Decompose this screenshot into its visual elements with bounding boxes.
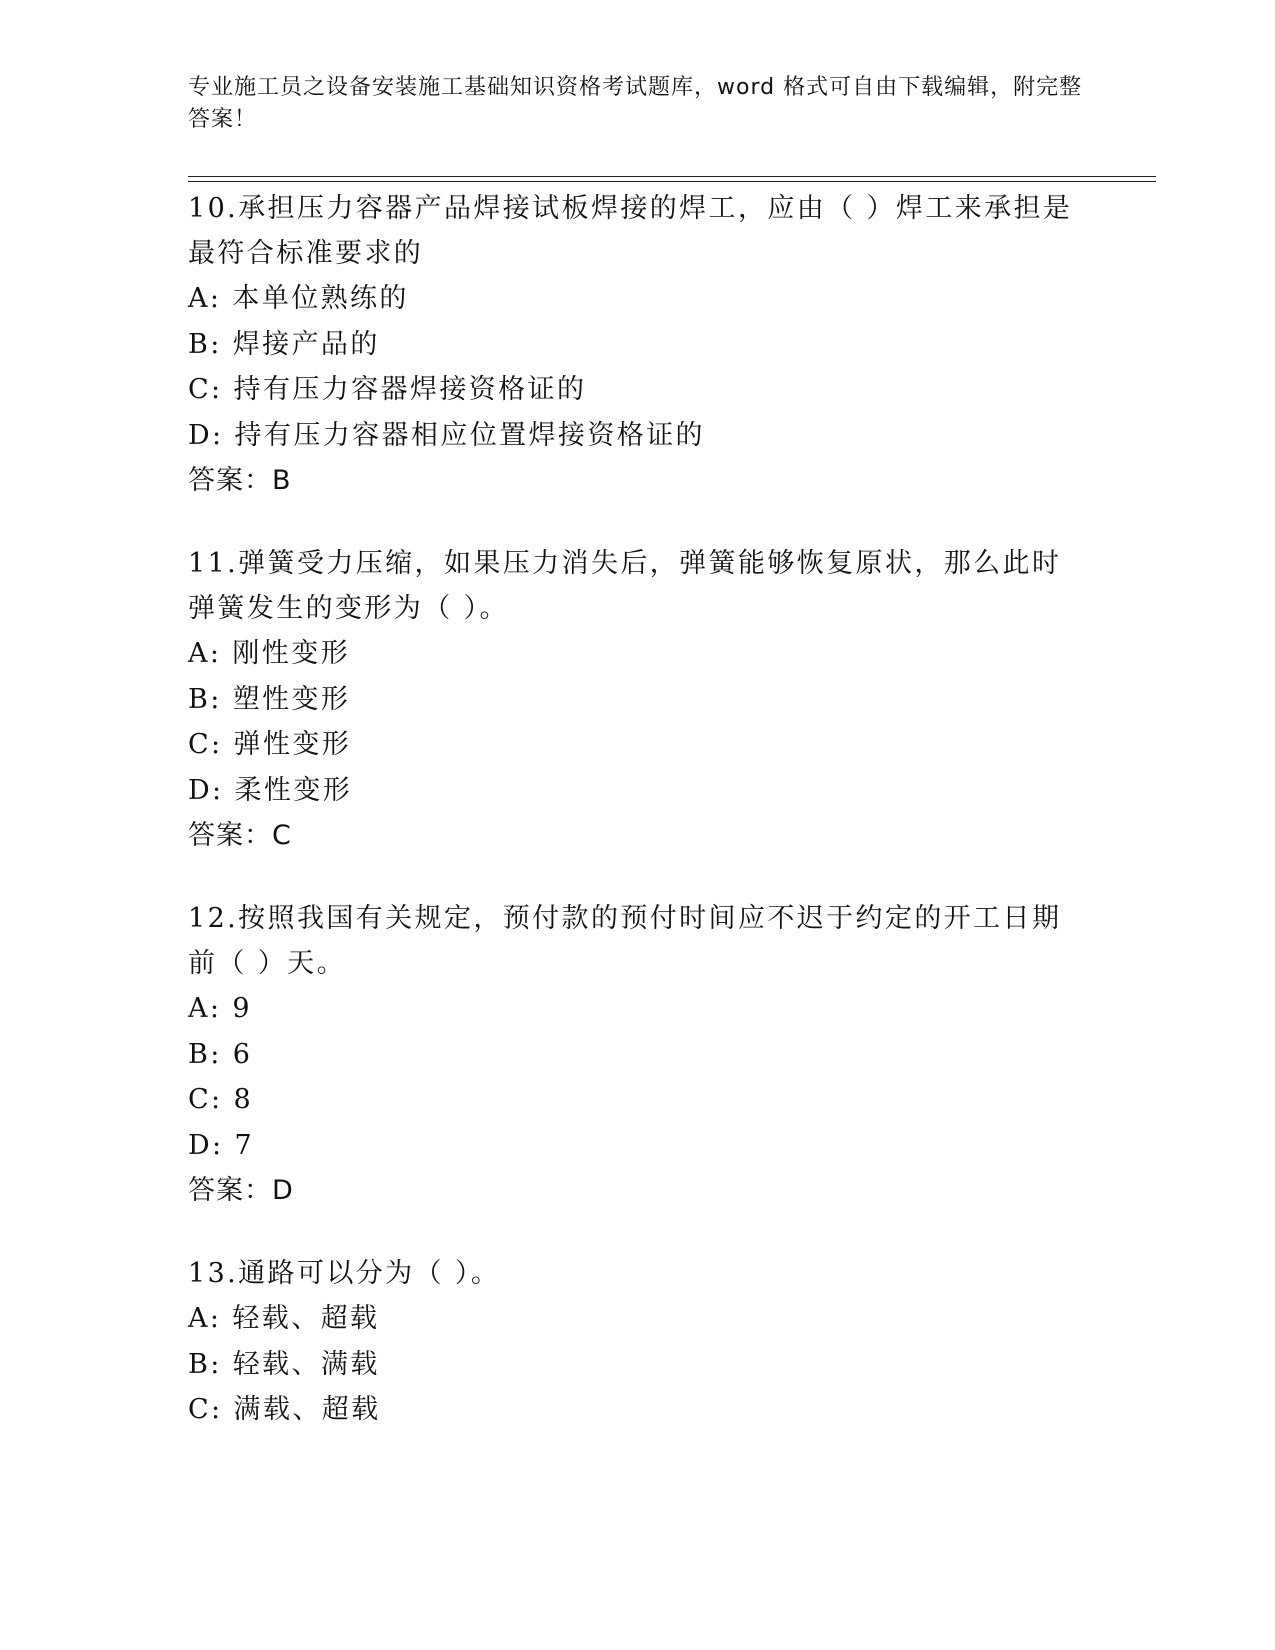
question-list [188, 186, 1088, 1471]
option-letter: C: [188, 374, 223, 405]
option-text: 刚性变形 [232, 638, 350, 669]
option-c [188, 1077, 1088, 1123]
option-letter: B: [188, 1348, 222, 1380]
option-a [188, 631, 1088, 677]
option-b [188, 1342, 1088, 1388]
option-text: 6 [232, 1038, 253, 1070]
option-b [188, 677, 1088, 723]
option-letter: C: [188, 729, 223, 760]
question-text: 弹簧受力压缩，如果压力消失后，弹簧能够恢复原状，那么此时弹簧发生的变形为（ ）。 [188, 548, 1062, 624]
question-number: 13. [188, 1258, 239, 1289]
answer-line: 答案：D [188, 1175, 294, 1206]
question-stem [188, 541, 1088, 631]
option-d [188, 413, 1088, 459]
option-c [188, 722, 1088, 768]
option-c [188, 1387, 1088, 1433]
question-stem [188, 1251, 1088, 1296]
option-text: 柔性变形 [234, 774, 353, 806]
option-letter: D: [188, 774, 224, 806]
header-divider-bottom [188, 181, 1156, 182]
option-letter: A: [188, 638, 222, 669]
header-divider-top [188, 176, 1156, 177]
question-text: 通路可以分为（ ）。 [238, 1258, 501, 1289]
question-stem [188, 896, 1088, 986]
question-11 [188, 541, 1088, 858]
option-text: 持有压力容器焊接资格证的 [233, 374, 587, 405]
option-d [188, 768, 1088, 814]
document-header: 专业施工员之设备安装施工基础知识资格考试题库，word 格式可自由下载编辑，附完整答案！ [188, 75, 1083, 132]
option-text: 塑性变形 [232, 683, 351, 715]
option-text: 持有压力容器相应位置焊接资格证的 [234, 419, 705, 451]
question-text: 承担压力容器产品焊接试板焊接的焊工，应由（ ）焊工来承担是最符合标准要求的 [188, 193, 1073, 269]
option-text: 轻载、满载 [232, 1348, 380, 1380]
option-text: 本单位熟练的 [232, 283, 409, 314]
option-letter: C: [188, 1084, 223, 1115]
option-letter: C: [188, 1394, 223, 1425]
option-text: 轻载、超载 [232, 1303, 380, 1334]
option-letter: B: [188, 328, 222, 360]
option-d [188, 1123, 1088, 1169]
question-stem [188, 186, 1088, 276]
question-number: 11. [188, 548, 239, 579]
option-text: 满载、超载 [233, 1394, 381, 1425]
option-letter: B: [188, 683, 222, 715]
question-13 [188, 1251, 1088, 1433]
option-letter: B: [188, 1038, 222, 1070]
option-letter: A: [188, 1303, 222, 1334]
option-a [188, 1296, 1088, 1342]
option-text: 弹性变形 [233, 729, 352, 760]
option-a [188, 986, 1088, 1032]
option-letter: D: [188, 1129, 224, 1161]
option-b [188, 1032, 1088, 1078]
question-12 [188, 896, 1088, 1213]
question-number: 10. [188, 193, 239, 224]
option-text: 7 [234, 1129, 255, 1161]
answer-line: 答案：B [188, 465, 292, 496]
option-text: 8 [233, 1084, 254, 1115]
question-text: 按照我国有关规定，预付款的预付时间应不迟于约定的开工日期前（ ）天。 [188, 903, 1062, 979]
option-a [188, 276, 1088, 322]
option-c [188, 367, 1088, 413]
question-10 [188, 186, 1088, 503]
option-text: 9 [232, 993, 252, 1024]
option-text: 焊接产品的 [232, 328, 380, 360]
option-letter: A: [188, 993, 222, 1024]
option-letter: D: [188, 419, 224, 451]
question-number: 12. [188, 903, 239, 934]
option-b [188, 322, 1088, 368]
answer-line: 答案：C [188, 820, 292, 851]
option-letter: A: [188, 283, 222, 314]
